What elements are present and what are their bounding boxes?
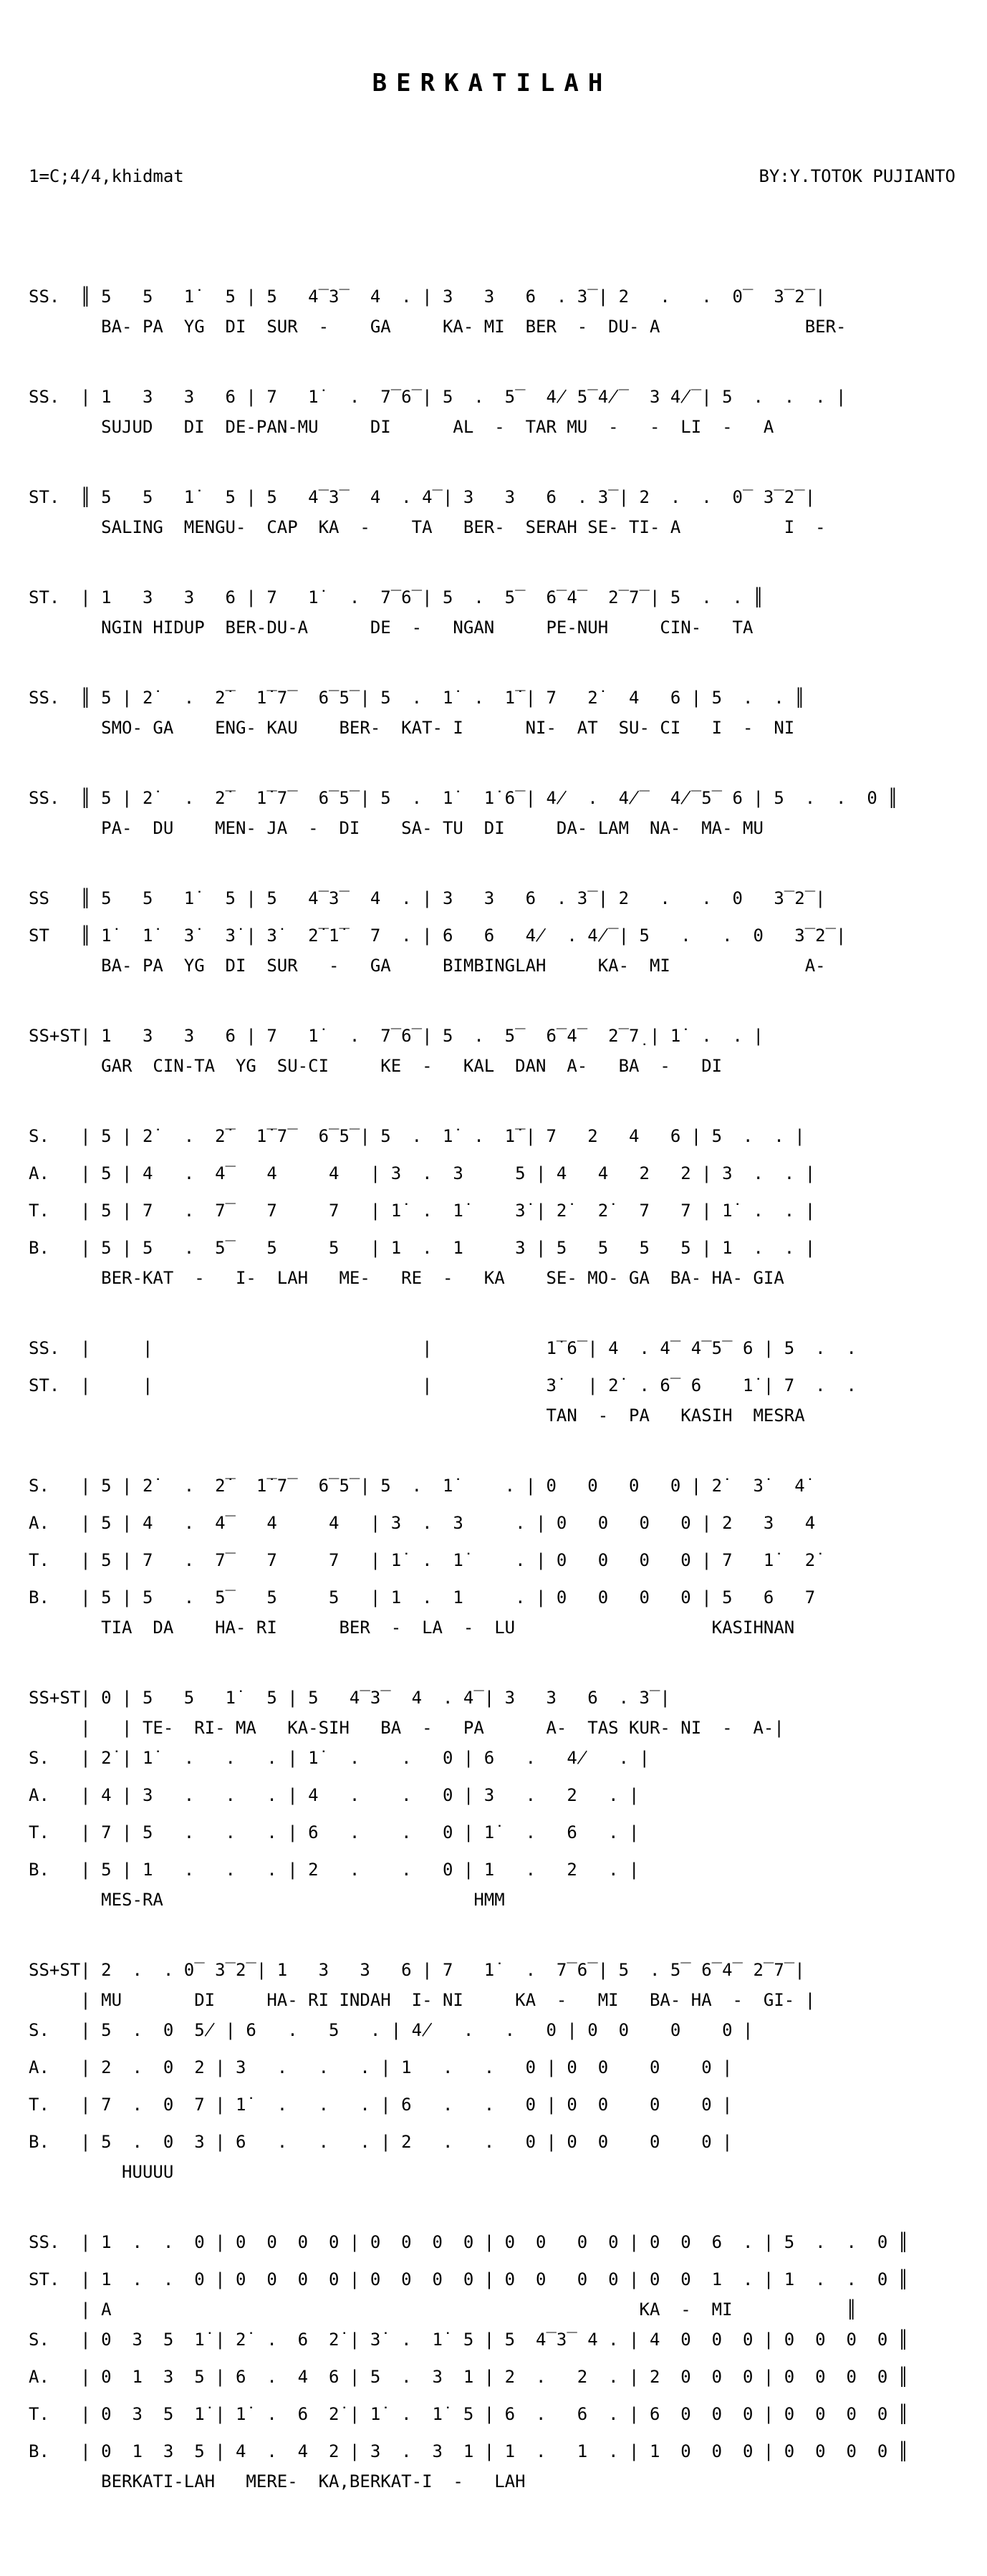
notation-line: S. | 5 | 2̇ . 2̇̅ 1̇̅ 7̅ 6̅ 5̅ | 5 . 1̇ . | 0 0 0 0 | 2̇ 3̇ 4̇: [29, 1476, 805, 1496]
notation-line: T. | 5 | 7 . 7̅ 7 7 | 1̇ . 1̇ 3̇ | 2̇ 2̇ 7 7 | 1̇ . . |: [29, 1201, 816, 1221]
lyrics-line: | A KA - MI ║: [29, 2299, 857, 2320]
notation-line: B. | 0 1 3 5 | 4 . 4 2 | 3 . 3 1 | 1 . 1 . | 1 0 0 0 | 0 0 0 0 ║: [29, 2441, 909, 2461]
notation-system: [29, 2224, 955, 2493]
notation-line: S. | 2̇ | 1̇ . . . | 1̇ . . 0 | 6 . 4̸ . |: [29, 1748, 650, 1768]
lyrics-line: | | TE- RI- MA KA-SIH BA - PA A- TAS KUR- NI - A-|: [29, 1718, 784, 1738]
notation-system: [29, 679, 955, 739]
lyrics-line: BER-KAT - I- LAH ME- RE - KA SE- MO- GA BA- HA- GIA: [29, 1268, 784, 1288]
notation-line: A. | 5 | 4 . 4̅ 4 4 | 3 . 3 . | 0 0 0 0 | 2 3 4: [29, 1513, 816, 1533]
score: [29, 278, 955, 2493]
notation-line: SS. ║ 5 | 2̇ . 2̇̅ 1̇̅ 7̅ 6̅ 5̅ | 5 . 1̇ 1̇ 6̅ | 4̸ . 4̸̅ 4̸̅ 5̅ 6 | 5 . . 0 ║: [29, 788, 898, 808]
notation-system: [29, 880, 955, 977]
notation-system: [29, 779, 955, 840]
notation-line: B. | 5 | 5 . 5̅ 5 5 | 1 . 1 . | 0 0 0 0 | 5 6 7: [29, 1587, 816, 1607]
notation-line: B. | 5 | 1 . . . | 2 . . 0 | 1 . 2 . |: [29, 1860, 640, 1880]
notation-system: [29, 1679, 955, 1911]
notation-line: B. | 5 . 0 3 | 6 . . . | 2 . . 0 | 0 0 0 0 |: [29, 2132, 733, 2152]
notation-system: [29, 1951, 955, 2183]
lyrics-line: SMO- GA ENG- KAU BER- KAT- I NI- AT SU- CI I - NI: [29, 718, 795, 738]
lyrics-line: NGIN HIDUP BER-DU-A DE - NGAN PE-NUH CIN- TA: [29, 617, 754, 638]
notation-system: [29, 1118, 955, 1289]
notation-line: SS+ST| 0 | 5 5 1̇ 5 | 5 4̅ 3̅ 4 . 4̅ | 3 3 6 . 3̅ |: [29, 1688, 670, 1708]
lyrics-line: BA- PA YG DI SUR - GA KA- MI BER - DU- A BER-: [29, 317, 847, 337]
notation-system: [29, 1017, 955, 1077]
lyrics-line: PA- DU MEN- JA - DI SA- TU DI DA- LAM NA- MA- MU: [29, 818, 764, 838]
lyrics-line: GAR CIN-TA YG SU-CI KE - KAL DAN A- BA - DI: [29, 1056, 723, 1076]
notation-line: T. | 7 . 0 7 | 1̇ . . . | 6 . . 0 | 0 0 0 0 |: [29, 2095, 733, 2115]
notation-line: SS ║ 5 5 1̇ 5 | 5 4̅ 3̅ 4 . | 3 3 6 . 3̅ | 2 . . 0 3̅ 2̅ |: [29, 888, 826, 908]
lyrics-line: BA- PA YG DI SUR - GA BIMBINGLAH KA- MI A-: [29, 956, 826, 976]
notation-line: S. | 5 | 2̇ . 2̇̅ 1̇̅ 7̅ 6̅ 5̅ | 5 . 1̇ . 1̇̅ | 7 2 4 6 | 5 . . |: [29, 1126, 805, 1146]
notation-line: SS. ║ 5 5 1̇ 5 | 5 4̅ 3̅ 4 . | 3 3 6 . 3̅ | 2 . . 0̅ 3̅ 2̅ |: [29, 287, 826, 307]
composer-byline: BY:Y.TOTOK PUJIANTO: [759, 166, 955, 186]
notation-line: T. | 5 | 7 . 7̅ 7 7 | 1̇ . 1̇ . | 0 0 0 0 | 7 1̇ 2̇: [29, 1550, 816, 1570]
lyrics-line: SALING MENGU- CAP KA - TA BER- SERAH SE- TI- A I -: [29, 517, 826, 537]
notation-line: ST. | | | 3̇ | 2̇ . 6̅ 6 1̇ | 7 . .: [29, 1375, 857, 1395]
notation-system: [29, 278, 955, 338]
key-signature-label: 1=C;4/4,khidmat: [29, 166, 184, 186]
song-title: BERKATILAH: [372, 69, 612, 97]
notation-system: [29, 479, 955, 539]
notation-line: ST. ║ 5 5 1̇ 5 | 5 4̅ 3̅ 4 . 4̅ | 3 3 6 . 3̅ | 2 . . 0̅ 3̅ 2̅ |: [29, 487, 816, 507]
lyrics-line: TIA DA HA- RI BER - LA - LU KASIHNAN: [29, 1618, 795, 1638]
notation-line: A. | 0 1 3 5 | 6 . 4 6 | 5 . 3 1 | 2 . 2 . | 2 0 0 0 | 0 0 0 0 ║: [29, 2367, 909, 2387]
lyrics-line: BERKATI-LAH MERE- KA,BERKAT-I - LAH: [29, 2471, 526, 2491]
notation-line: ST. | 1 3 3 6 | 7 1̇ . 7̅ 6̅ | 5 . 5̅ 6̅ 4̅ 2̅ 7̅ | 5 . . ║: [29, 587, 764, 607]
lyrics-line: MES-RA HMM: [29, 1890, 505, 1910]
notation-line: SS+ST| 2 . . 0̅ 3̅ 2̅ | 1 3 3 6 | 7 1̇ . 7̅ 6̅ | 5 . 5̅ 6̅ 4̅ 2̅ 7̅ |: [29, 1960, 805, 1980]
notation-line: A. | 2 . 0 2 | 3 . . . | 1 . . 0 | 0 0 0 0 |: [29, 2057, 733, 2077]
notation-line: S. | 5 . 0 5̸ | 6 . 5 . | 4̸ . . 0 | 0 0 0 0 |: [29, 2020, 754, 2040]
notation-line: ST ║ 1̇ 1̇ 3̇ 3̇ | 3̇ 2̇̅ 1̇̅ 7 . | 6 6 4̸ . 4̸̅ | 5 . . 0 3̅ 2̅ |: [29, 926, 847, 946]
lyrics-line: | MU DI HA- RI INDAH I- NI KA - MI BA- HA - GI- |: [29, 1990, 816, 2010]
notation-line: A. | 5 | 4 . 4̅ 4 4 | 3 . 3 5 | 4 4 2 2 | 3 . . |: [29, 1163, 816, 1183]
notation-system: [29, 378, 955, 438]
notation-system: [29, 1330, 955, 1427]
notation-line: SS. | 1 . . 0 | 0 0 0 0 | 0 0 0 0 | 0 0 0 0 | 0 0 6 . | 5 . . 0 ║: [29, 2232, 909, 2252]
notation-line: B. | 5 | 5 . 5̅ 5 5 | 1 . 1 3 | 5 5 5 5 | 1 . . |: [29, 1238, 816, 1258]
notation-system: [29, 1467, 955, 1639]
notation-line: SS. | | | 1̇̅ 6̅ | 4 . 4̅ 4̅ 5̅ 6 | 5 . .: [29, 1338, 857, 1358]
notation-line: ST. | 1 . . 0 | 0 0 0 0 | 0 0 0 0 | 0 0 0 0 | 0 0 1 . | 1 . . 0 ║: [29, 2269, 909, 2289]
meta-row: [29, 166, 955, 186]
notation-system: [29, 579, 955, 639]
notation-line: S. | 0 3 5 1̇ | 2̇ . 6 2̇ | 3̇ . 1̇ 5 | 5 4̅ 3̅ 4 . | 4 0 0 0 | 0 0 0 0 ║: [29, 2330, 909, 2350]
lyrics-line: HUUUU: [29, 2162, 174, 2182]
notation-line: T. | 0 3 5 1̇ | 1̇ . 6 2̇ | 1̇ . 1̇ 5 | 6 . 6 . | 6 0 0 0 | 0 0 0 0 ║: [29, 2404, 909, 2424]
notation-line: SS. | 1 3 3 6 | 7 1̇ . 7̅ 6̅ | 5 . 5̅ 4̸ 5̅ 4̸̅ 3 4̸̅ | 5 . . . |: [29, 387, 847, 407]
notation-line: SS+ST| 1 3 3 6 | 7 1̇ . 7̅ 6̅ | 5 . 5̅ 6̅ 4̅ 2̅ 7̣ | 1̇ . . |: [29, 1026, 764, 1046]
lyrics-line: SUJUD DI DE-PAN-MU DI AL - TAR MU - - LI - A: [29, 417, 774, 437]
notation-line: A. | 4 | 3 . . . | 4 . . 0 | 3 . 2 . |: [29, 1785, 640, 1805]
lyrics-line: TAN - PA KASIH MESRA: [29, 1405, 805, 1426]
notation-line: SS. ║ 5 | 2̇ . 2̇̅ 1̇̅ 7̅ 6̅ 5̅ | 5 . 1̇ . 1̇̅ | 7 2̇ 4 6 | 5 . . ║: [29, 688, 805, 708]
notation-line: T. | 7 | 5 . . . | 6 . . 0 | 1̇ . 6 . |: [29, 1822, 640, 1842]
